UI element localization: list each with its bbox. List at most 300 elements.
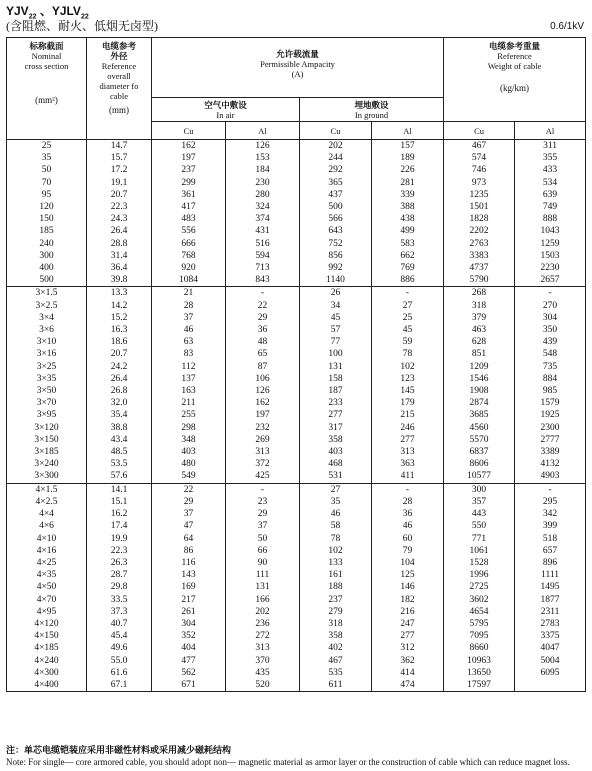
ground-cu-cell: 58 — [300, 520, 372, 532]
weight-al-cell: 1503 — [515, 250, 586, 262]
voltage-rating: 0.6/1kV — [550, 21, 584, 32]
ground-al-cell: 277 — [372, 630, 444, 642]
air-al-cell: 66 — [226, 545, 300, 557]
air-al-cell: 230 — [226, 177, 300, 189]
air-cu-cell: 562 — [152, 667, 226, 679]
ground-al-cell: 146 — [372, 581, 444, 593]
diameter-cell: 15.1 — [87, 496, 152, 508]
weight-cu-cell: 1235 — [444, 189, 515, 201]
section-cell: 3×95 — [7, 409, 87, 421]
diameter-cell: 13.3 — [87, 287, 152, 300]
air-cu-cell: 480 — [152, 458, 226, 470]
ground-cu-cell: 279 — [300, 606, 372, 618]
air-cu-cell: 46 — [152, 324, 226, 336]
weight-al-cell: 1495 — [515, 581, 586, 593]
note-chinese: 注：单芯电缆铠装应采用非磁性材料或采用减少磁耗结构 — [6, 745, 232, 755]
table-row — [7, 679, 586, 692]
ground-al-cell: 769 — [372, 262, 444, 274]
table-row — [7, 300, 586, 312]
weight-cu-cell: 2725 — [444, 581, 515, 593]
air-al-cell: 111 — [226, 569, 300, 581]
air-al-cell: 431 — [226, 225, 300, 237]
air-cu-cell: 211 — [152, 397, 226, 409]
air-al-cell: 236 — [226, 618, 300, 630]
air-cu-cell: 64 — [152, 533, 226, 545]
weight-al-cell: 1043 — [515, 225, 586, 237]
ground-cu-cell: 317 — [300, 422, 372, 434]
ground-al-cell: - — [372, 483, 444, 496]
table-row — [7, 545, 586, 557]
table-row — [7, 189, 586, 201]
page-title: $YJV_{22}$ 、$YJLV_{22}$ — [6, 4, 89, 21]
weight-cu-cell: 3685 — [444, 409, 515, 421]
weight-cu-cell: 6837 — [444, 446, 515, 458]
section-cell: 3×240 — [7, 458, 87, 470]
diameter-cell: 14.1 — [87, 483, 152, 496]
weight-cu-cell: 1528 — [444, 557, 515, 569]
weight-cu-cell: 3383 — [444, 250, 515, 262]
weight-al-cell: 2783 — [515, 618, 586, 630]
section-header: 标称截面 Nominal cross section (mm²) — [7, 38, 87, 140]
air-al-cell: 843 — [226, 274, 300, 287]
weight-al-cell: 304 — [515, 312, 586, 324]
table-row — [7, 470, 586, 483]
weight-al-cell: 6095 — [515, 667, 586, 679]
air-cu-cell: 137 — [152, 373, 226, 385]
weight-al-cell: 985 — [515, 385, 586, 397]
air-cu-cell: 63 — [152, 336, 226, 348]
ground-al-cell: 179 — [372, 397, 444, 409]
air-cu-cell: 1084 — [152, 274, 226, 287]
diameter-cell: 15.7 — [87, 152, 152, 164]
ground-cu-cell: 468 — [300, 458, 372, 470]
ground-al-cell: 28 — [372, 496, 444, 508]
table-row — [7, 262, 586, 274]
ground-cu-cell: 237 — [300, 594, 372, 606]
table-row — [7, 287, 586, 300]
air-al-cell: 280 — [226, 189, 300, 201]
weight-cu-cell: 1501 — [444, 201, 515, 213]
ground-al-cell: 25 — [372, 312, 444, 324]
section-cell: 3×6 — [7, 324, 87, 336]
ground-al-cell: 438 — [372, 213, 444, 225]
ground-al-cell: 474 — [372, 679, 444, 692]
air-cu-cell: 348 — [152, 434, 226, 446]
air-cu-cell: 21 — [152, 287, 226, 300]
weight-al-header: Al — [515, 122, 586, 140]
ground-cu-cell: 856 — [300, 250, 372, 262]
section-cell: 3×150 — [7, 434, 87, 446]
diameter-cell: 24.3 — [87, 213, 152, 225]
air-cu-cell: 404 — [152, 642, 226, 654]
ground-cu-cell: 752 — [300, 238, 372, 250]
section-cell: 4×1.5 — [7, 483, 87, 496]
section-cell: 3×2.5 — [7, 300, 87, 312]
weight-cu-cell: 2763 — [444, 238, 515, 250]
weight-al-cell: 4903 — [515, 470, 586, 483]
weight-al-cell: 4132 — [515, 458, 586, 470]
air-al-header: Al — [226, 122, 300, 140]
ground-cu-cell: 1140 — [300, 274, 372, 287]
air-al-cell: 713 — [226, 262, 300, 274]
air-al-cell: 269 — [226, 434, 300, 446]
diameter-cell: 61.6 — [87, 667, 152, 679]
weight-al-cell: 270 — [515, 300, 586, 312]
weight-al-cell: 3375 — [515, 630, 586, 642]
air-cu-cell: 86 — [152, 545, 226, 557]
diameter-cell: 43.4 — [87, 434, 152, 446]
table-row — [7, 201, 586, 213]
table-row — [7, 274, 586, 287]
weight-cu-cell: 13650 — [444, 667, 515, 679]
section-cell: 4×300 — [7, 667, 87, 679]
weight-al-cell: 342 — [515, 508, 586, 520]
section-cell: 3×300 — [7, 470, 87, 483]
ground-cu-cell: 611 — [300, 679, 372, 692]
ground-cu-cell: 77 — [300, 336, 372, 348]
air-cu-header: Cu — [152, 122, 226, 140]
air-cu-cell: 163 — [152, 385, 226, 397]
table-row — [7, 348, 586, 360]
diameter-cell: 26.8 — [87, 385, 152, 397]
air-cu-cell: 217 — [152, 594, 226, 606]
section-cell: 185 — [7, 225, 87, 237]
table-row — [7, 361, 586, 373]
weight-al-cell: 295 — [515, 496, 586, 508]
air-cu-cell: 483 — [152, 213, 226, 225]
weight-al-cell: 355 — [515, 152, 586, 164]
table-row — [7, 458, 586, 470]
ground-al-cell: - — [372, 287, 444, 300]
table-row — [7, 606, 586, 618]
table-row — [7, 667, 586, 679]
ground-al-cell: 157 — [372, 140, 444, 153]
air-cu-cell: 22 — [152, 483, 226, 496]
section-cell: 4×10 — [7, 533, 87, 545]
weight-al-cell: 2657 — [515, 274, 586, 287]
table-row — [7, 483, 586, 496]
air-al-cell: 232 — [226, 422, 300, 434]
ground-cu-cell: 78 — [300, 533, 372, 545]
air-cu-cell: 143 — [152, 569, 226, 581]
section-cell: 70 — [7, 177, 87, 189]
ground-cu-cell: 45 — [300, 312, 372, 324]
weight-al-cell: 2777 — [515, 434, 586, 446]
weight-al-cell: - — [515, 287, 586, 300]
diameter-cell: 32.0 — [87, 397, 152, 409]
weight-al-cell: 749 — [515, 201, 586, 213]
ground-al-cell: 45 — [372, 324, 444, 336]
air-al-cell: 272 — [226, 630, 300, 642]
diameter-cell: 20.7 — [87, 189, 152, 201]
air-al-cell: 50 — [226, 533, 300, 545]
table-row — [7, 642, 586, 654]
diameter-cell: 45.4 — [87, 630, 152, 642]
ground-cu-cell: 467 — [300, 655, 372, 667]
weight-cu-cell: 2202 — [444, 225, 515, 237]
weight-al-cell: 1579 — [515, 397, 586, 409]
table-row — [7, 446, 586, 458]
diameter-cell: 28.8 — [87, 238, 152, 250]
diameter-cell: 49.6 — [87, 642, 152, 654]
air-al-cell: 313 — [226, 642, 300, 654]
table-row — [7, 152, 586, 164]
section-cell: 4×4 — [7, 508, 87, 520]
section-cell: 3×4 — [7, 312, 87, 324]
ground-cu-cell: 402 — [300, 642, 372, 654]
air-cu-cell: 37 — [152, 312, 226, 324]
table-row — [7, 140, 586, 153]
air-cu-cell: 197 — [152, 152, 226, 164]
ground-al-cell: 363 — [372, 458, 444, 470]
weight-cu-cell: 17597 — [444, 679, 515, 692]
air-cu-cell: 112 — [152, 361, 226, 373]
ground-cu-cell: 34 — [300, 300, 372, 312]
table-row — [7, 397, 586, 409]
table-row — [7, 557, 586, 569]
ground-cu-cell: 202 — [300, 140, 372, 153]
air-al-cell: 106 — [226, 373, 300, 385]
weight-al-cell: 518 — [515, 533, 586, 545]
diameter-cell: 57.6 — [87, 470, 152, 483]
section-cell: 4×240 — [7, 655, 87, 667]
section-cell: 500 — [7, 274, 87, 287]
table-body — [7, 140, 586, 692]
air-cu-cell: 352 — [152, 630, 226, 642]
table-row — [7, 508, 586, 520]
weight-al-cell: 311 — [515, 140, 586, 153]
air-al-cell: 594 — [226, 250, 300, 262]
ground-al-cell: 339 — [372, 189, 444, 201]
ground-cu-cell: 188 — [300, 581, 372, 593]
section-cell: 3×50 — [7, 385, 87, 397]
weight-al-cell: 5004 — [515, 655, 586, 667]
air-al-cell: 87 — [226, 361, 300, 373]
diameter-cell: 29.8 — [87, 581, 152, 593]
diameter-cell: 28.7 — [87, 569, 152, 581]
air-al-cell: 36 — [226, 324, 300, 336]
weight-cu-cell: 3602 — [444, 594, 515, 606]
ground-cu-cell: 358 — [300, 434, 372, 446]
air-cu-cell: 403 — [152, 446, 226, 458]
ground-al-cell: 312 — [372, 642, 444, 654]
ground-cu-cell: 358 — [300, 630, 372, 642]
diameter-cell: 36.4 — [87, 262, 152, 274]
section-cell: 3×10 — [7, 336, 87, 348]
section-cell: 3×35 — [7, 373, 87, 385]
weight-cu-cell: 5795 — [444, 618, 515, 630]
diameter-cell: 14.7 — [87, 140, 152, 153]
air-cu-cell: 361 — [152, 189, 226, 201]
ground-cu-cell: 437 — [300, 189, 372, 201]
table-row — [7, 336, 586, 348]
page-subtitle: (含阻燃、耐火、低烟无卤型) — [6, 19, 158, 33]
section-cell: 3×25 — [7, 361, 87, 373]
diameter-cell: 16.2 — [87, 508, 152, 520]
diameter-cell: 39.8 — [87, 274, 152, 287]
air-cu-cell: 666 — [152, 238, 226, 250]
section-cell: 50 — [7, 164, 87, 176]
weight-al-cell: 534 — [515, 177, 586, 189]
diameter-cell: 38.8 — [87, 422, 152, 434]
ground-cu-cell: 131 — [300, 361, 372, 373]
weight-al-cell: 433 — [515, 164, 586, 176]
ground-al-cell: 362 — [372, 655, 444, 667]
ground-cu-cell: 643 — [300, 225, 372, 237]
diameter-cell: 26.3 — [87, 557, 152, 569]
section-cell: 4×150 — [7, 630, 87, 642]
table-row — [7, 373, 586, 385]
weight-al-cell: 3389 — [515, 446, 586, 458]
section-cell: 4×6 — [7, 520, 87, 532]
ground-cu-cell: 27 — [300, 483, 372, 496]
air-cu-cell: 28 — [152, 300, 226, 312]
ground-cu-cell: 161 — [300, 569, 372, 581]
section-cell: 3×1.5 — [7, 287, 87, 300]
ground-cu-cell: 292 — [300, 164, 372, 176]
air-cu-cell: 298 — [152, 422, 226, 434]
ground-al-cell: 246 — [372, 422, 444, 434]
ground-al-cell: 216 — [372, 606, 444, 618]
diameter-cell: 26.4 — [87, 373, 152, 385]
ground-cu-cell: 46 — [300, 508, 372, 520]
diameter-cell: 19.1 — [87, 177, 152, 189]
table-row — [7, 581, 586, 593]
table-row — [7, 213, 586, 225]
air-cu-cell: 549 — [152, 470, 226, 483]
air-cu-cell: 29 — [152, 496, 226, 508]
ground-al-cell: 182 — [372, 594, 444, 606]
ground-al-cell: 215 — [372, 409, 444, 421]
ground-al-cell: 388 — [372, 201, 444, 213]
weight-al-cell: 1111 — [515, 569, 586, 581]
air-cu-cell: 169 — [152, 581, 226, 593]
ground-cu-cell: 233 — [300, 397, 372, 409]
weight-cu-cell: 8606 — [444, 458, 515, 470]
section-cell: 120 — [7, 201, 87, 213]
diameter-cell: 24.2 — [87, 361, 152, 373]
table-row — [7, 594, 586, 606]
ground-cu-cell: 26 — [300, 287, 372, 300]
weight-al-cell: 1259 — [515, 238, 586, 250]
ground-cu-cell: 102 — [300, 545, 372, 557]
weight-al-cell: 884 — [515, 373, 586, 385]
in-air-header: 空气中敷设 In air — [152, 98, 300, 122]
weight-cu-cell: 1546 — [444, 373, 515, 385]
ground-cu-cell: 318 — [300, 618, 372, 630]
air-al-cell: 23 — [226, 496, 300, 508]
weight-cu-cell: 628 — [444, 336, 515, 348]
weight-cu-cell: 2874 — [444, 397, 515, 409]
weight-cu-cell: 357 — [444, 496, 515, 508]
air-al-cell: 197 — [226, 409, 300, 421]
weight-cu-cell: 4560 — [444, 422, 515, 434]
ground-al-cell: 226 — [372, 164, 444, 176]
weight-al-cell: 439 — [515, 336, 586, 348]
ground-al-cell: 27 — [372, 300, 444, 312]
air-cu-cell: 37 — [152, 508, 226, 520]
weight-al-cell: 735 — [515, 361, 586, 373]
weight-cu-cell: 550 — [444, 520, 515, 532]
table-row — [7, 520, 586, 532]
air-cu-cell: 116 — [152, 557, 226, 569]
air-cu-cell: 299 — [152, 177, 226, 189]
weight-al-cell: 2300 — [515, 422, 586, 434]
ground-cu-cell: 277 — [300, 409, 372, 421]
ground-al-cell: 102 — [372, 361, 444, 373]
weight-cu-cell: 1828 — [444, 213, 515, 225]
table-row — [7, 630, 586, 642]
in-ground-header: 埋地敷设 In ground — [300, 98, 444, 122]
ground-al-cell: 104 — [372, 557, 444, 569]
section-cell: 25 — [7, 140, 87, 153]
ground-al-cell: 78 — [372, 348, 444, 360]
air-cu-cell: 671 — [152, 679, 226, 692]
weight-cu-cell: 771 — [444, 533, 515, 545]
table-row — [7, 618, 586, 630]
air-al-cell: 520 — [226, 679, 300, 692]
weight-cu-cell: 4654 — [444, 606, 515, 618]
ground-al-cell: 125 — [372, 569, 444, 581]
weight-cu-cell: 1996 — [444, 569, 515, 581]
weight-cu-cell: 463 — [444, 324, 515, 336]
weight-al-cell: - — [515, 483, 586, 496]
ground-al-cell: 79 — [372, 545, 444, 557]
weight-cu-cell: 8660 — [444, 642, 515, 654]
air-al-cell: 22 — [226, 300, 300, 312]
table-row — [7, 422, 586, 434]
table-row — [7, 177, 586, 189]
weight-cu-cell: 4737 — [444, 262, 515, 274]
diameter-cell: 33.5 — [87, 594, 152, 606]
diameter-header: 电缆参考外径 Reference overall diameter fo cable (mm) — [87, 38, 152, 140]
weight-al-cell: 1925 — [515, 409, 586, 421]
diameter-cell: 53.5 — [87, 458, 152, 470]
air-al-cell: 313 — [226, 446, 300, 458]
ground-al-cell: 411 — [372, 470, 444, 483]
ampacity-header: 允许载流量 Permissible Ampacity (A) — [152, 38, 444, 98]
diameter-cell: 31.4 — [87, 250, 152, 262]
air-al-cell: 184 — [226, 164, 300, 176]
ground-cu-cell: 992 — [300, 262, 372, 274]
table-row — [7, 409, 586, 421]
section-cell: 4×400 — [7, 679, 87, 692]
air-cu-cell: 255 — [152, 409, 226, 421]
section-cell: 4×70 — [7, 594, 87, 606]
weight-cu-cell: 746 — [444, 164, 515, 176]
section-cell: 3×70 — [7, 397, 87, 409]
air-cu-cell: 83 — [152, 348, 226, 360]
weight-cu-cell: 10577 — [444, 470, 515, 483]
section-cell: 4×120 — [7, 618, 87, 630]
diameter-cell: 17.2 — [87, 164, 152, 176]
ground-al-cell: 60 — [372, 533, 444, 545]
section-cell: 4×185 — [7, 642, 87, 654]
air-cu-cell: 261 — [152, 606, 226, 618]
table-row — [7, 225, 586, 237]
ground-al-cell: 583 — [372, 238, 444, 250]
ground-al-cell: 36 — [372, 508, 444, 520]
ground-al-cell: 59 — [372, 336, 444, 348]
ground-al-header: Al — [372, 122, 444, 140]
ground-cu-cell: 500 — [300, 201, 372, 213]
diameter-cell: 17.4 — [87, 520, 152, 532]
ground-al-cell: 313 — [372, 446, 444, 458]
section-cell: 4×35 — [7, 569, 87, 581]
weight-al-cell: 350 — [515, 324, 586, 336]
air-cu-cell: 768 — [152, 250, 226, 262]
ground-cu-cell: 133 — [300, 557, 372, 569]
